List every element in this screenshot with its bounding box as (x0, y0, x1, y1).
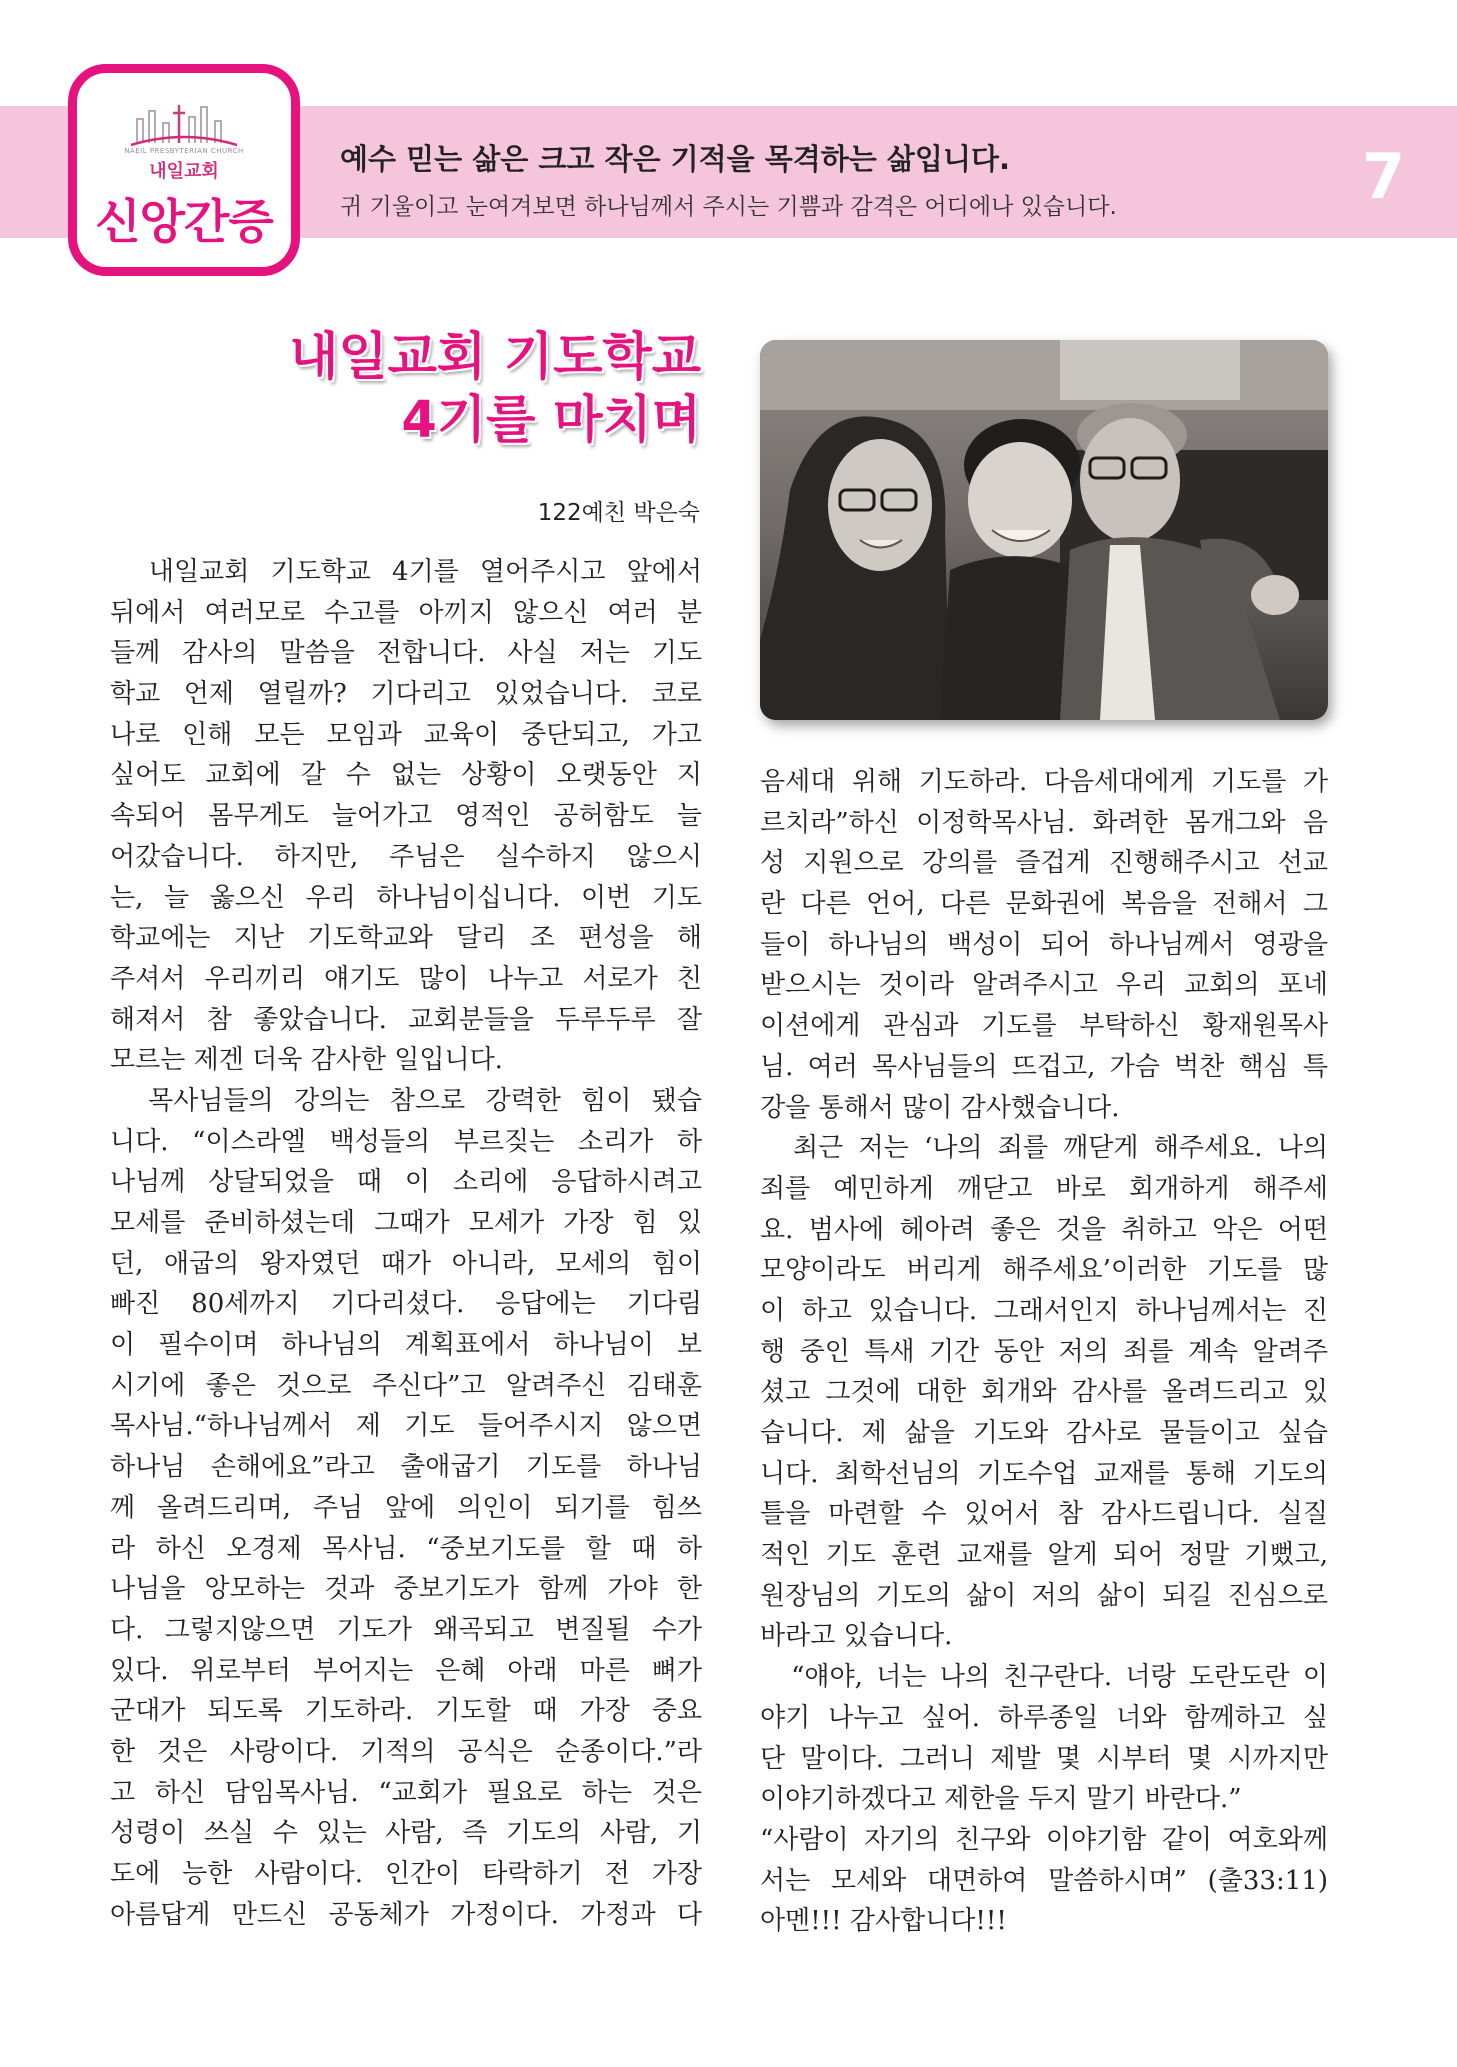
body-line: “얘야, 너는 나의 친구란다. 너랑 도란도란 이 (760, 1662, 1328, 1693)
body-line: 서는 모세와 대면하여 말씀하시며” (출33:11) (760, 1865, 1328, 1896)
body-line: 하나님 손해에요”라고 출애굽기 기도를 하나님 (110, 1452, 702, 1483)
body-line: 니다. 최학선님의 기도수업 교재를 통해 기도의 (760, 1458, 1328, 1489)
church-english-name: NAEIL PRESBYTERIAN CHURCH (124, 147, 244, 155)
body-line: 아름답게 만드신 공동체가 가정이다. 가정과 다 (110, 1899, 702, 1930)
body-line: 요. 범사에 헤아려 좋은 것을 취하고 악은 어떤 (760, 1214, 1328, 1245)
body-line: 아멘!!! 감사합니다!!! (760, 1906, 1007, 1937)
body-line: 야기 나누고 싶어. 하루종일 너와 함께하고 싶 (760, 1702, 1328, 1733)
body-line: 받으시는 것이라 알려주시고 우리 교회의 포네 (760, 970, 1328, 1001)
article-title-line-2: 4기를 마치며 (401, 391, 701, 450)
body-line: 란 다른 언어, 다른 문화권에 복음을 전해서 그 (760, 889, 1328, 920)
body-line: 님. 여러 목사님들의 뜨겁고, 가슴 벅찬 핵심 특 (760, 1051, 1328, 1082)
header-slogan: 예수 믿는 삶은 크고 작은 기적을 목격하는 삶입니다. (340, 142, 1010, 176)
body-line: 적인 기도 훈련 교재를 알게 되어 정말 기뻤고, (760, 1540, 1328, 1571)
body-line: 모르는 제겐 더욱 감사한 일입니다. (110, 1045, 503, 1076)
body-line: 목사님들의 강의는 참으로 강력한 힘이 됐습 (110, 1085, 702, 1116)
body-line: 주셔서 우리끼리 얘기도 많이 나누고 서로가 친 (110, 963, 702, 994)
body-line: 다. 그렇지않으면 기도가 왜곡되고 변질될 수가 (110, 1614, 702, 1645)
body-line: 속되어 몸무게도 늘어가고 영적인 공허함도 늘 (110, 801, 702, 832)
body-line: “사람이 자기의 친구와 이야기함 같이 여호와께 (760, 1824, 1328, 1855)
body-line: 한 것은 사랑이다. 기적의 공식은 순종이다.”라 (110, 1736, 702, 1767)
body-line: 나로 인해 모든 모임과 교육이 중단되고, 가고 (110, 719, 702, 750)
body-line: 시기에 좋은 것으로 주신다”고 알려주신 김태훈 (110, 1370, 702, 1401)
body-line: 이 필수이며 하나님의 계획표에서 하나님이 보 (110, 1330, 702, 1361)
body-line: 라 하신 오경제 목사님. “중보기도를 할 때 하 (110, 1533, 702, 1564)
article-body-right-column (760, 762, 1328, 1942)
body-line: 성 지원으로 강의를 즐겁게 진행해주시고 선교 (760, 848, 1328, 879)
body-line: 단 말이다. 그러니 제발 몇 시부터 몇 시까지만 (760, 1743, 1328, 1774)
body-line: 뒤에서 여러모로 수고를 아끼지 않으신 여러 분 (110, 597, 702, 628)
body-line: 습니다. 제 삶을 기도와 감사로 물들이고 싶습 (760, 1418, 1328, 1448)
body-line: 빠진 80세까지 기다리셨다. 응답에는 기다림 (110, 1289, 702, 1320)
body-line: 들이 하나님의 백성이 되어 하나님께서 영광을 (760, 929, 1328, 960)
body-line: 들께 감사의 말씀을 전합니다. 사실 저는 기도 (110, 638, 702, 669)
body-line: 는, 늘 옳으신 우리 하나님이십니다. 이번 기도 (110, 882, 702, 913)
body-line: 학교 언제 열릴까? 기다리고 있었습니다. 코로 (110, 679, 702, 710)
body-line: 원장님의 기도의 삶이 저의 삶이 되길 진심으로 (760, 1580, 1328, 1611)
article-author: 122예친 박은숙 (537, 500, 700, 526)
body-line: 셨고 그것에 대한 회개와 감사를 올려드리고 있 (760, 1377, 1328, 1408)
church-logo-name: 내일교회 (149, 161, 219, 182)
family-photo (760, 340, 1328, 720)
section-badge (68, 64, 300, 276)
body-line: 군대가 되도록 기도하라. 기도할 때 가장 중요 (110, 1696, 702, 1727)
body-line: 이 하고 있습니다. 그래서인지 하나님께서는 진 (760, 1295, 1328, 1326)
article-title (289, 328, 701, 458)
body-line: 모양이라도 버리게 해주세요’이러한 기도를 많 (760, 1255, 1328, 1286)
page-number: 7 (1362, 140, 1406, 213)
section-title: 신앙간증 (95, 195, 273, 250)
body-line: 틀을 마련할 수 있어서 참 감사드립니다. 실질 (760, 1499, 1328, 1530)
body-line: 행 중인 특새 기간 동안 저의 죄를 계속 알려주 (760, 1336, 1328, 1367)
body-line: 강을 통해서 많이 감사했습니다. (760, 1092, 1120, 1123)
body-line: 나님을 앙모하는 것과 중보기도가 함께 가야 한 (110, 1574, 702, 1605)
article-title-line-1: 내일교회 기도학교 (289, 328, 701, 387)
body-line: 고 하신 담임목사님. “교회가 필요로 하는 것은 (110, 1777, 702, 1808)
article-body-left-column (110, 552, 702, 1935)
body-line: 싶어도 교회에 갈 수 없는 상황이 오랫동안 지 (110, 760, 702, 791)
church-skyline-icon (129, 99, 239, 147)
body-line: 성령이 쓰실 수 있는 사람, 즉 기도의 사람, 기 (110, 1818, 702, 1849)
body-line: 내일교회 기도학교 4기를 열어주시고 앞에서 (110, 557, 702, 587)
body-line: 바라고 있습니다. (760, 1621, 953, 1652)
body-line: 이션에게 관심과 기도를 부탁하신 황재원목사 (760, 1011, 1328, 1042)
body-line: 어갔습니다. 하지만, 주님은 실수하지 않으시 (110, 841, 702, 872)
body-line: 나님께 상달되었을 때 이 소리에 응답하시려고 (110, 1167, 702, 1198)
body-line: 목사님.“하나님께서 제 기도 들어주시지 않으면 (110, 1411, 702, 1442)
body-line: 모세를 준비하셨는데 그때가 모세가 가장 힘 있 (110, 1208, 702, 1238)
body-line: 학교에는 지난 기도학교와 달리 조 편성을 해 (110, 923, 702, 954)
header-subtitle: 귀 기울이고 눈여겨보면 하나님께서 주시는 기쁨과 감격은 어디에나 있습니다. (340, 194, 1117, 220)
body-line: 니다. “이스라엘 백성들의 부르짖는 소리가 하 (110, 1126, 702, 1157)
body-line: 던, 애굽의 왕자였던 때가 아니라, 모세의 힘이 (110, 1248, 702, 1279)
family-photo-image (760, 340, 1328, 720)
body-line: 이야기하겠다고 제한을 두지 말기 바란다.” (760, 1784, 1242, 1815)
body-line: 있다. 위로부터 부어지는 은혜 아래 마른 뼈가 (110, 1655, 702, 1686)
body-line: 르치라”하신 이정학목사님. 화려한 몸개그와 음 (760, 807, 1328, 838)
body-line: 해져서 참 좋았습니다. 교회분들을 두루두루 잘 (110, 1004, 702, 1035)
body-line: 도에 능한 사람이다. 인간이 타락하기 전 가장 (110, 1859, 702, 1889)
body-line: 죄를 예민하게 깨닫고 바로 회개하게 해주세 (760, 1173, 1328, 1204)
body-line: 음세대 위해 기도하라. 다음세대에게 기도를 가 (760, 767, 1328, 797)
body-line: 최근 저는 ‘나의 죄를 깨닫게 해주세요. 나의 (760, 1133, 1328, 1164)
body-line: 께 올려드리며, 주님 앞에 의인이 되기를 힘쓰 (110, 1492, 702, 1523)
